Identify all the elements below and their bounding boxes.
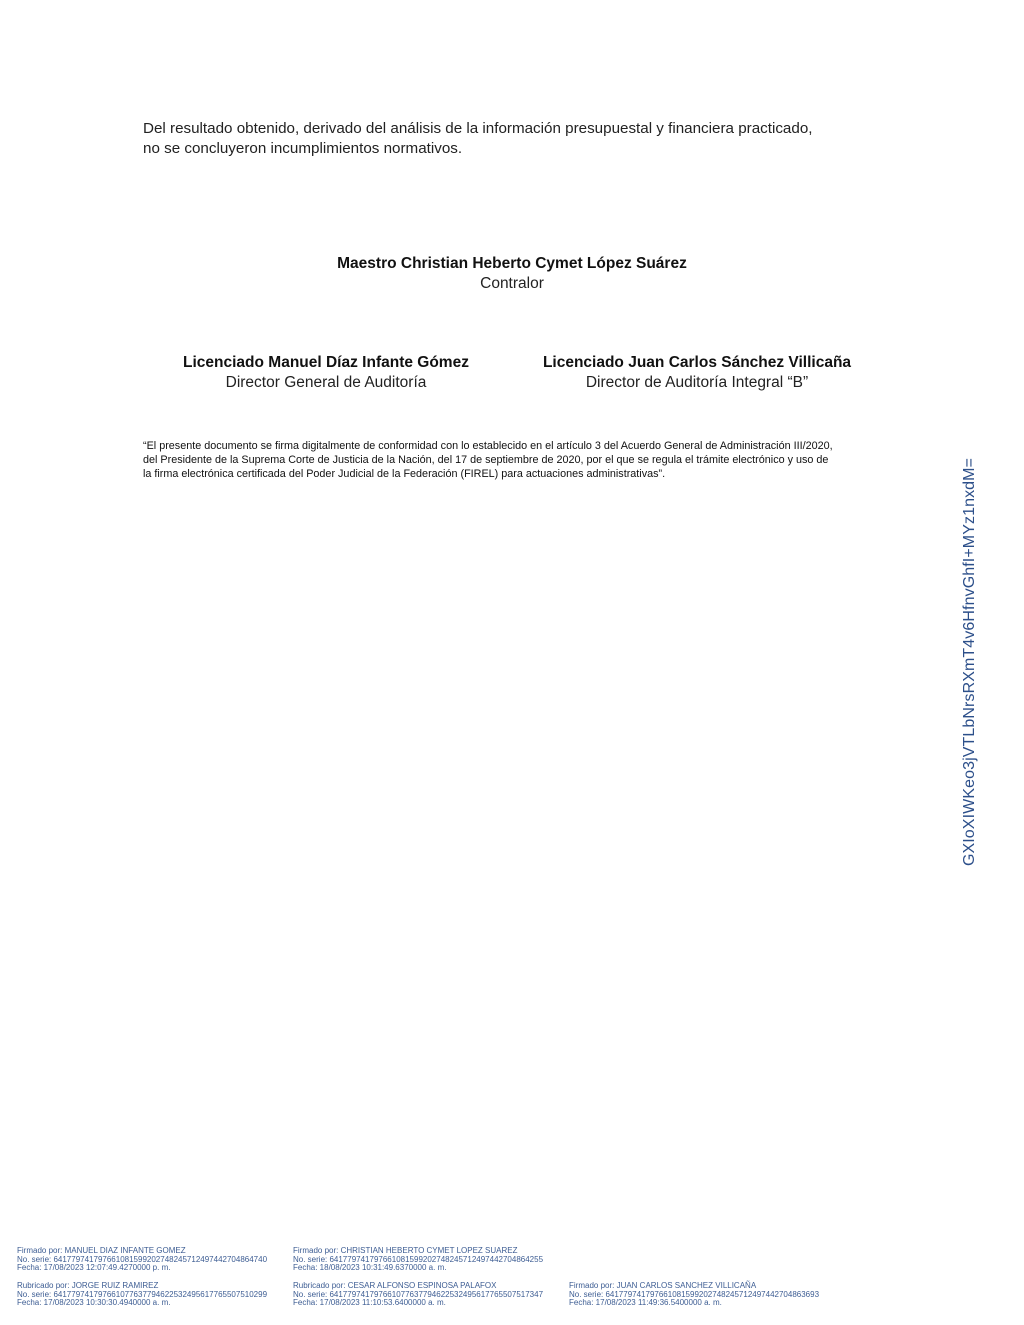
legal-note-line-1: “El presente documento se firma digitalmente de conformidad con lo establecido en el artículo 3 del Acuerdo General de Administración III/2020, xyxy=(143,440,833,452)
stamp-signer: Rubricado por: JORGE RUIZ RAMIREZ xyxy=(17,1281,159,1290)
signature-stamp-5 xyxy=(569,1282,839,1308)
stamp-date: Fecha: 18/08/2023 10:31:49.6370000 a. m. xyxy=(293,1263,447,1273)
stamp-serial: No. serie: 641779741797661081599202748245712497442704863693 xyxy=(569,1289,820,1299)
signature-stamp-1 xyxy=(17,1247,287,1273)
stamp-signer: Rubricado por: CESAR ALFONSO ESPINOSA PALAFOX xyxy=(293,1281,497,1290)
signer-name: Maestro Christian Heberto Cymet López Suárez xyxy=(337,255,687,272)
signature-stamp-3 xyxy=(17,1282,287,1308)
signer-name: Licenciado Manuel Díaz Infante Gómez xyxy=(183,354,469,371)
signer-name: Licenciado Juan Carlos Sánchez Villicaña xyxy=(542,354,852,371)
signature-stamp-4 xyxy=(293,1282,563,1308)
legal-note xyxy=(143,439,888,481)
signature-stamp-2 xyxy=(293,1247,563,1273)
legal-note-line-3: la firma electrónica certificada del Poder Judicial de la Federación (FIREL) para actuaciones administrativas”. xyxy=(143,468,666,480)
stamp-serial: No. serie: 641779741797661077637794622532495617765507510299 xyxy=(17,1289,268,1299)
stamp-signer: Firmado por: JUAN CARLOS SANCHEZ VILLICAÑA xyxy=(569,1281,757,1290)
signer-role: Director General de Auditoría xyxy=(225,374,427,391)
stamp-signer: Firmado por: CHRISTIAN HEBERTO CYMET LOPEZ SUAREZ xyxy=(293,1246,518,1255)
stamp-serial: No. serie: 641779741797661081599202748245712497442704864255 xyxy=(293,1254,544,1264)
stamp-date: Fecha: 17/08/2023 11:49:36.5400000 a. m. xyxy=(569,1298,722,1308)
signer-role: Director de Auditoría Integral “B” xyxy=(585,374,809,391)
legal-note-line-2: del Presidente de la Suprema Corte de Justicia de la Nación, del 17 de septiembre de 2020, por el que se regula el trámite electrónico y uso de xyxy=(143,454,829,466)
stamp-date: Fecha: 17/08/2023 11:10:53.6400000 a. m. xyxy=(293,1298,446,1308)
signature-block-director-general xyxy=(126,353,526,393)
conclusion-line-2: no se concluyeron incumplimientos normativos. xyxy=(143,140,463,157)
conclusion-line-1: Del resultado obtenido, derivado del análisis de la información presupuestal y financiera practicado, xyxy=(143,120,813,137)
signer-role: Contralor xyxy=(480,275,544,292)
stamp-signer: Firmado por: MANUEL DIAZ INFANTE GOMEZ xyxy=(17,1246,186,1255)
signature-block-contralor xyxy=(212,254,812,294)
hash-watermark: GXIoXIWKeo3jVTLbNrsRXmT4v6HfnvGhfI+MYz1nxdM= xyxy=(961,457,978,867)
signature-block-director-auditoria xyxy=(497,353,897,393)
conclusion-paragraph xyxy=(143,119,903,159)
stamp-serial: No. serie: 64177974179766108159920274824571249744270486474​0 xyxy=(17,1254,268,1264)
stamp-date: Fecha: 17/08/2023 12:07:49.4270000 p. m. xyxy=(17,1263,171,1273)
stamp-serial: No. serie: 641779741797661077637794622532495617765507517347 xyxy=(293,1289,544,1299)
stamp-date: Fecha: 17/08/2023 10:30:30.4940000 a. m. xyxy=(17,1298,171,1308)
